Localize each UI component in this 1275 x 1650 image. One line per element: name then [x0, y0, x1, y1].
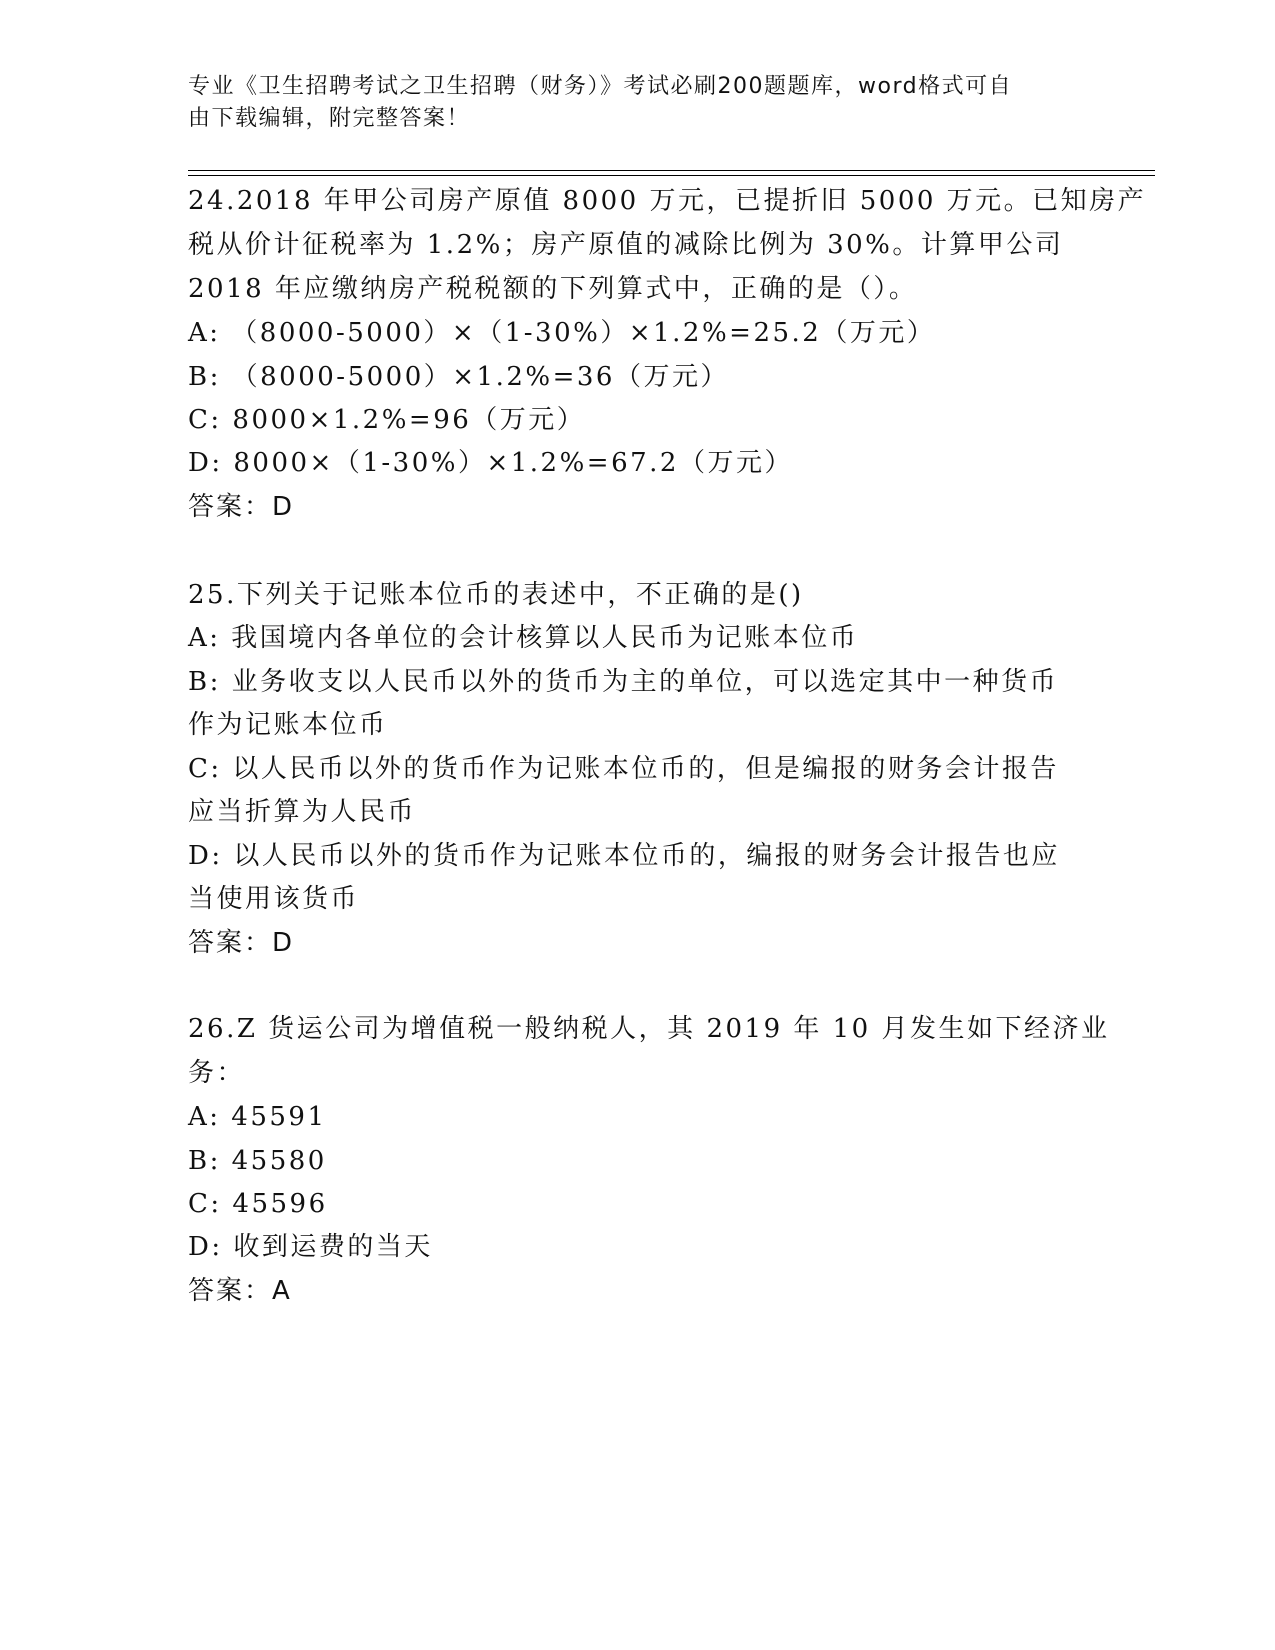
option-d: D: 收到运费的当天 — [188, 1232, 433, 1262]
answer-label: 答案：D — [188, 928, 295, 958]
question-stem-line: 税从价计征税率为 1.2%；房产原值的减除比例为 30%。计算甲公司 — [188, 230, 1064, 260]
option-d: D: 以人民币以外的货币作为记账本位币的，编报的财务会计报告也应 — [188, 841, 1060, 871]
option-c: C: 以人民币以外的货币作为记账本位币的，但是编报的财务会计报告 — [188, 754, 1059, 784]
question-stem-line: 24.2018 年甲公司房产原值 8000 万元，已提折旧 5000 万元。已知房产 — [188, 186, 1147, 216]
option-d-continued: 当使用该货币 — [188, 884, 360, 914]
answer-label: 答案：D — [188, 492, 295, 522]
header-line-2: 由下载编辑，附完整答案！ — [188, 106, 471, 131]
option-a: A: （8000-5000）×（1-30%）×1.2%=25.2（万元） — [188, 318, 936, 348]
option-c: C: 45596 — [188, 1189, 328, 1219]
header-line-1: 专业《卫生招聘考试之卫生招聘（财务）》考试必刷200题题库，word格式可自 — [188, 74, 1013, 99]
header-divider-top — [188, 170, 1155, 171]
option-b: B: 业务收支以人民币以外的货币为主的单位，可以选定其中一种货币 — [188, 667, 1059, 697]
option-d: D: 8000×（1-30%）×1.2%=67.2（万元） — [188, 448, 793, 478]
option-c-continued: 应当折算为人民币 — [188, 797, 417, 827]
option-b: B: （8000-5000）×1.2%=36（万元） — [188, 362, 729, 392]
option-a: A: 45591 — [188, 1102, 327, 1132]
question-stem-line: 务： — [188, 1058, 246, 1088]
option-b: B: 45580 — [188, 1146, 327, 1176]
option-c: C: 8000×1.2%=96（万元） — [188, 405, 586, 435]
header-divider-bottom — [188, 175, 1155, 176]
question-stem-line: 26.Z 货运公司为增值税一般纳税人，其 2019 年 10 月发生如下经济业 — [188, 1014, 1110, 1044]
answer-label: 答案：A — [188, 1276, 292, 1306]
option-b-continued: 作为记账本位币 — [188, 710, 388, 740]
option-a: A: 我国境内各单位的会计核算以人民币为记账本位币 — [188, 623, 859, 653]
question-stem-line: 25.下列关于记账本位币的表述中，不正确的是() — [188, 580, 804, 610]
question-stem-line: 2018 年应缴纳房产税税额的下列算式中，正确的是（）。 — [188, 274, 918, 304]
